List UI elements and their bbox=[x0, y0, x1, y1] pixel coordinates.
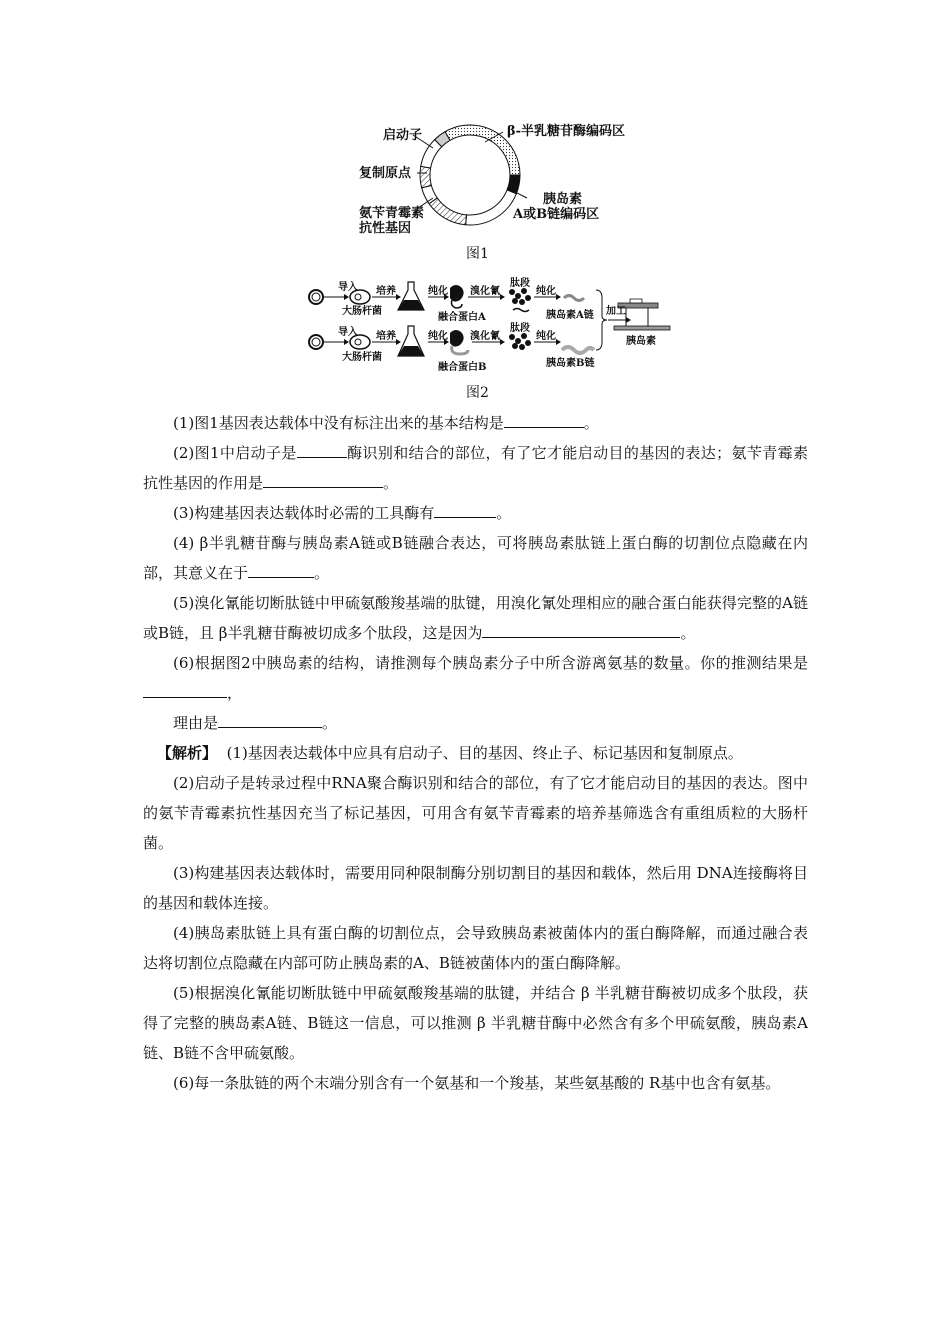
label-amp-1: 氨苄青霉素 bbox=[359, 206, 425, 221]
label-fusion-b: 融合蛋白B bbox=[438, 362, 487, 373]
analysis-2: (2)启动子是转录过程中RNA聚合酶识别和结合的部位，有了它才能启动目的基因的表达。图中的氨苄青霉素抗性基因充当了标记基因，可用含有氨苄青霉素的培养基筛选含有重组质粒的大肠杆菌。 bbox=[143, 774, 808, 852]
question-2-text-b: 酶识别和结合的部位，有了它才能启动目的基因的表达；氨苄青霉素抗性基因的作用是 bbox=[143, 444, 808, 492]
analysis-1 bbox=[143, 738, 808, 768]
analysis-4: (4)胰岛素肽链上具有蛋白酶的切割位点，会导致胰岛素被菌体内的蛋白酶降解，而通过融合表达将切割位点隐藏在内部可防止胰岛素的A、B链被菌体内的蛋白酶降解。 bbox=[143, 924, 808, 972]
question-6 bbox=[143, 648, 808, 708]
question-4-end: 。 bbox=[314, 564, 330, 582]
label-cnbr-bottom: 溴化氰 bbox=[470, 331, 500, 342]
label-process: 加工 bbox=[606, 306, 626, 317]
analysis-6: (6)每一条肽链的两个末端分别含有一个氨基和一个羧基，某些氨基酸的 R基中也含有氨基。 bbox=[173, 1074, 781, 1092]
analysis-5: (5)根据溴化氰能切断肽链中甲硫氨酸羧基端的肽键，并结合 β 半乳糖苷酶被切成多个肽段，获得了完整的胰岛素A链、B链这一信息，可以推测 β 半乳糖苷酶中必然含有多个甲硫氨酸，胰岛素A链、B链不含甲硫氨酸。 bbox=[143, 984, 808, 1062]
answer-blank-1[interactable] bbox=[504, 410, 584, 428]
plain-region bbox=[466, 190, 517, 225]
answer-blank-4[interactable] bbox=[248, 560, 314, 578]
answer-blank-6a[interactable] bbox=[143, 680, 227, 698]
label-purify1-bottom: 纯化 bbox=[428, 331, 448, 342]
label-import-bottom: 导入 bbox=[338, 327, 358, 338]
label-ecoli-top: 大肠杆菌 bbox=[342, 306, 382, 317]
question-2-text-a: (2)图1中启动子是 bbox=[173, 444, 297, 462]
question-3-end: 。 bbox=[496, 504, 512, 522]
label-purify2-top: 纯化 bbox=[536, 286, 556, 297]
question-1-text: (1)图1基因表达载体中没有标注出来的基本结构是 bbox=[173, 414, 504, 432]
question-5-text: (5)溴化氰能切断肽链中甲硫氨酸羧基端的肽键，用溴化氰处理相应的融合蛋白能获得完整的A链或B链，且 β半乳糖苷酶被切成多个肽段，这是因为 bbox=[143, 594, 808, 642]
analysis-3: (3)构建基因表达载体时，需要用同种限制酶分别切割目的基因和载体，然后用 DNA连接酶将目的基因和载体连接。 bbox=[143, 864, 808, 912]
answer-blank-3[interactable] bbox=[434, 500, 496, 518]
question-5 bbox=[143, 588, 808, 648]
label-purify2-bottom: 纯化 bbox=[536, 331, 556, 342]
amp-region bbox=[429, 198, 466, 225]
figure-2-caption: 图2 bbox=[466, 385, 489, 401]
label-import-top: 导入 bbox=[338, 282, 358, 293]
figure-1-caption: 图1 bbox=[466, 246, 489, 262]
label-insulin: 胰岛素 bbox=[626, 336, 656, 347]
question-6-reason-end: 。 bbox=[322, 714, 338, 732]
label-peptide-top: 肽段 bbox=[510, 278, 530, 289]
answer-blank-2a[interactable] bbox=[297, 440, 347, 458]
question-6-text: (6)根据图2中胰岛素的结构，请推测每个胰岛素分子中所含游离氨基的数量。你的推测结果是 bbox=[173, 654, 808, 672]
answer-blank-6b[interactable] bbox=[218, 710, 322, 728]
analysis-tag: 【解析】 bbox=[157, 744, 218, 762]
analysis-1-text: (1)基因表达载体中应具有启动子、目的基因、终止子、标记基因和复制原点。 bbox=[226, 744, 743, 762]
question-6-reason-text: 理由是 bbox=[173, 714, 219, 732]
question-5-end: 。 bbox=[680, 624, 696, 642]
question-1-end: 。 bbox=[583, 414, 599, 432]
label-peptide-bottom: 肽段 bbox=[510, 323, 530, 334]
label-beta-gal: β-半乳糖苷酶编码区 bbox=[507, 124, 626, 139]
figure-1-plasmid bbox=[355, 118, 655, 240]
question-6-mid: ， bbox=[227, 684, 243, 702]
question-3 bbox=[143, 498, 808, 528]
label-amp-2: 抗性基因 bbox=[359, 221, 412, 236]
question-3-text: (3)构建基因表达载体时必需的工具酶有 bbox=[173, 504, 435, 522]
label-culture-bottom: 培养 bbox=[376, 331, 396, 342]
label-promoter: 启动子 bbox=[383, 128, 423, 143]
question-1 bbox=[143, 408, 808, 438]
question-4 bbox=[143, 528, 808, 588]
label-ecoli-bottom: 大肠杆菌 bbox=[342, 352, 382, 363]
figure-2-process bbox=[300, 270, 680, 378]
label-fusion-a: 融合蛋白A bbox=[438, 312, 486, 323]
label-insulin-1: 胰岛素 bbox=[543, 192, 583, 207]
answer-blank-2b[interactable] bbox=[263, 470, 383, 488]
answer-blank-5[interactable] bbox=[482, 620, 672, 638]
question-2-end: 。 bbox=[383, 474, 399, 492]
label-purify1-top: 纯化 bbox=[428, 286, 448, 297]
label-chain-a: 胰岛素A链 bbox=[546, 310, 594, 321]
label-chain-b: 胰岛素B链 bbox=[546, 358, 595, 369]
label-origin: 复制原点 bbox=[359, 166, 412, 181]
question-2 bbox=[143, 438, 808, 498]
label-insulin-2: A或B链编码区 bbox=[513, 207, 600, 222]
question-4-text: (4) β半乳糖苷酶与胰岛素A链或B链融合表达，可将胰岛素肽链上蛋白酶的切割位点隐藏在内部，其意义在于 bbox=[143, 534, 808, 582]
label-culture-top: 培养 bbox=[376, 286, 396, 297]
label-cnbr-top: 溴化氰 bbox=[470, 286, 500, 297]
question-6-reason bbox=[143, 708, 808, 738]
questions-section bbox=[143, 408, 808, 1098]
origin-region bbox=[420, 166, 431, 188]
plasmid-ring bbox=[420, 125, 520, 225]
